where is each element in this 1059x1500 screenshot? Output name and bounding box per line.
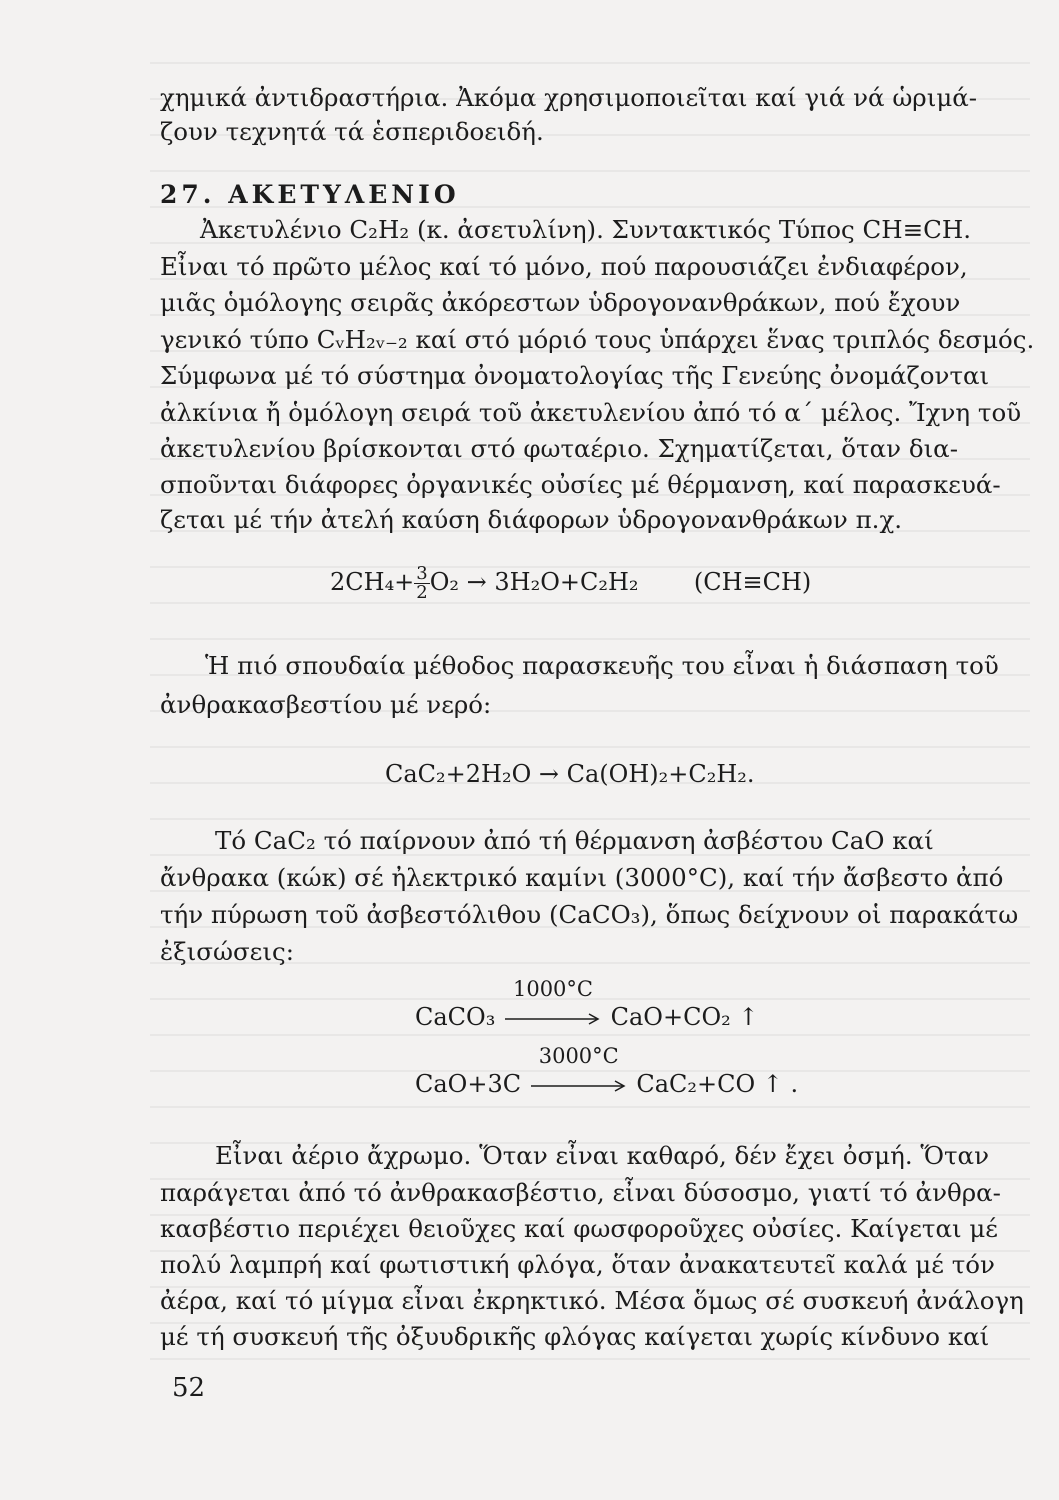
text-line: ἀέρα, καί τό μίγμα εἶναι ἐκρηκτικό. Μέσα ὅμως σέ συσκευή ἀνάλογη <box>160 1286 1024 1315</box>
eq1-right: (CH≡CH) <box>693 568 812 596</box>
text-line: πολύ λαμπρή καί φωτιστική φλόγα, ὅταν ἀνακατευτεῖ καλά μέ τόν <box>160 1250 995 1279</box>
text-line: ἄνθρακα (κώκ) σέ ἠλεκτρικό καμίνι (3000°C), καί τήν ἄσβεστο ἀπό <box>160 863 1004 892</box>
eq3-arrow <box>503 977 603 1031</box>
text-line: Εἶναι ἀέριο ἄχρωμο. Ὅταν εἶναι καθαρό, δέν ἔχει ὀσμή. Ὅταν <box>215 1141 989 1170</box>
text-line: ἐξισώσεις: <box>160 937 294 966</box>
text-line: Τό CaC₂ τό παίρνουν ἀπό τή θέρμανση ἀσβέστου CaO καί <box>215 826 934 855</box>
arrow-icon <box>529 1079 629 1093</box>
eq4-arrow <box>529 1044 629 1098</box>
text-line: Ἡ πιό σπουδαία μέθοδος παρασκευῆς του εἶναι ἡ διάσπαση τοῦ <box>205 651 999 680</box>
eq1-left-b: O₂ → 3H₂O+C₂H₂ <box>429 568 639 596</box>
section-heading: 27. ΑΚΕΤΥΛΕΝΙΟ <box>160 180 460 209</box>
equation-carbide-water: CaC₂+2H₂O → Ca(OH)₂+C₂H₂. <box>385 760 755 788</box>
text-line: παράγεται ἀπό τό ἀνθρακασβέστιο, εἶναι δύσοσμο, γιατί τό ἀνθρα- <box>160 1178 1001 1207</box>
equation-limestone <box>415 977 759 1031</box>
text-line: σποῦνται διάφορες ὀργανικές οὐσίες μέ θέρμανση, καί παρασκευά- <box>160 470 1001 499</box>
text-line: μιᾶς ὁμόλογης σειρᾶς ἀκόρεστων ὑδρογονανθράκων, πού ἔχουν <box>160 288 961 317</box>
eq4-left: CaO+3C <box>415 1070 522 1098</box>
text-line: ἀκετυλενίου βρίσκονται στό φωταέριο. Σχηματίζεται, ὅταν δια- <box>160 434 959 463</box>
eq3-condition: 1000°C <box>512 977 593 1001</box>
eq3-left: CaCO₃ <box>415 1003 496 1031</box>
text-line: ζεται μέ τήν ἀτελή καύση διάφορων ὑδρογονανθράκων π.χ. <box>160 505 903 534</box>
equation-methane <box>330 565 811 602</box>
eq1-fraction-num: 3 <box>416 563 428 584</box>
text-line: Σύμφωνα μέ τό σύστημα ὀνοματολογίας τῆς Γενεύης ὀνομάζονται <box>160 361 990 390</box>
text-line: μέ τή συσκευή τῆς ὀξυυδρικῆς φλόγας καίγεται χωρίς κίνδυνο καί <box>160 1322 990 1351</box>
text-line: τήν πύρωση τοῦ ἀσβεστόλιθου (CaCO₃), ὅπως δείχνουν οἱ παρακάτω <box>160 900 1019 929</box>
text-line: ἀλκίνια ἤ ὁμόλογη σειρά τοῦ ἀκετυλενίου ἀπό τό α΄ μέλος. Ἴχνη τοῦ <box>160 398 1022 427</box>
eq4-right: CaC₂+CO ↑ . <box>636 1070 799 1098</box>
text-line: κασβέστιο περιέχει θειοῦχες καί φωσφοροῦχες οὐσίες. Καίγεται μέ <box>160 1214 999 1243</box>
eq1-fraction-den: 2 <box>416 582 428 603</box>
text-line: γενικό τύπο CᵥH₂ᵥ₋₂ καί στό μόριό τους ὑπάρχει ἕνας τριπλός δεσμός. <box>160 325 1035 354</box>
text-line: Ἀκετυλένιο C₂H₂ (κ. ἀσετυλίνη). Συντακτικός Τύπος CH≡CH. <box>200 215 972 244</box>
eq1-fraction <box>414 565 429 602</box>
text-line: ἀνθρακασβεστίου μέ νερό: <box>160 690 492 719</box>
equation-lime-coke <box>415 1044 799 1098</box>
text-line: Εἶναι τό πρῶτο μέλος καί τό μόνο, πού παρουσιάζει ἐνδιαφέρον, <box>160 252 968 281</box>
eq4-condition: 3000°C <box>538 1044 619 1068</box>
arrow-icon <box>503 1012 603 1026</box>
text-line: χημικά ἀντιδραστήρια. Ἀκόμα χρησιμοποιεῖται καί γιά νά ὡριμά- <box>160 83 978 112</box>
eq1-left-a: 2CH₄+ <box>330 568 415 596</box>
eq3-right: CaO+CO₂ ↑ <box>610 1003 759 1031</box>
page-number: 52 <box>172 1373 206 1403</box>
text-line: ζουν τεχνητά τά ἑσπεριδοειδή. <box>160 117 544 146</box>
